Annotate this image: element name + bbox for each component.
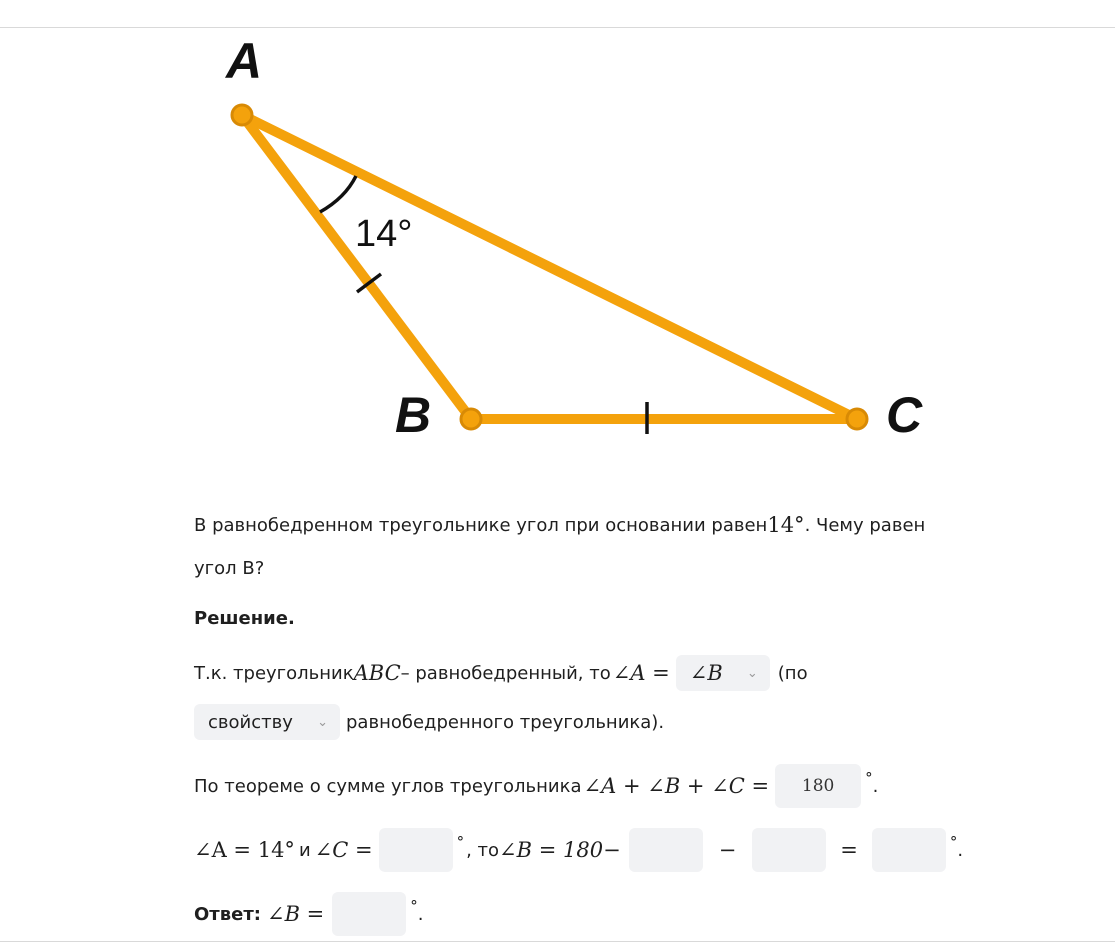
solution-heading xyxy=(194,608,295,629)
degree-symbol: ° xyxy=(949,833,958,851)
angle-label: 14° xyxy=(355,213,413,255)
triangle-figure xyxy=(0,0,1115,470)
subtrahend-input-1[interactable] xyxy=(629,828,703,872)
solution-step-4 xyxy=(194,828,963,872)
side-ac xyxy=(242,115,857,419)
vertex-b-label: B xyxy=(395,387,432,443)
vertex-a-label: A xyxy=(226,33,263,89)
step1-text-c: (по xyxy=(777,662,808,684)
angle-select-value: ∠B xyxy=(689,661,723,685)
side-ab xyxy=(242,115,471,419)
triangle-sides xyxy=(242,115,857,419)
angle-sum-input[interactable]: 180 xyxy=(775,764,861,808)
answer-label: Ответ: xyxy=(194,903,261,925)
step1-text-a: Т.к. треугольник xyxy=(194,662,354,684)
step4-angle-a: ∠A = 14° xyxy=(194,838,295,862)
solution-heading-text: Решение. xyxy=(194,608,295,629)
period: . xyxy=(957,839,964,861)
step4-angle-c: ∠C = xyxy=(314,838,373,862)
property-select-value: свойству xyxy=(208,711,293,733)
solution-step-1 xyxy=(194,655,808,691)
result-input[interactable] xyxy=(872,828,946,872)
subtrahend-input-2[interactable] xyxy=(752,828,826,872)
equals-sign: = xyxy=(840,838,858,862)
step4-then: , то xyxy=(466,839,500,861)
answer-line xyxy=(194,892,424,936)
chevron-down-icon: ⌄ xyxy=(317,714,328,730)
problem-line-1 xyxy=(194,513,925,537)
step1-text-b: – равнобедренный, то xyxy=(400,662,611,684)
problem-text-b: . Чему равен xyxy=(804,514,926,536)
vertex-b-dot xyxy=(461,409,481,429)
property-select[interactable] xyxy=(194,704,340,740)
step4-and: и xyxy=(298,839,311,861)
angle-arc xyxy=(320,176,356,212)
step3-equation: ∠A + ∠B + ∠C = xyxy=(583,774,770,798)
step1-triangle-name: ABC xyxy=(353,661,401,685)
bottom-divider xyxy=(0,941,1115,942)
step1-angle-a: ∠A = xyxy=(612,661,670,685)
problem-text-a: В равнобедренном треугольнике угол при основании равен xyxy=(194,514,768,536)
problem-question: угол В? xyxy=(194,558,265,579)
angle-c-input[interactable] xyxy=(379,828,453,872)
period: . xyxy=(417,903,424,925)
vertex-a-dot xyxy=(232,105,252,125)
vertex-c-label: C xyxy=(886,387,923,443)
problem-line-2 xyxy=(194,558,264,579)
degree-symbol: ° xyxy=(865,769,873,787)
answer-angle-b: ∠B = xyxy=(266,902,325,926)
step4-angle-b: ∠B = 180− xyxy=(499,838,621,862)
step2-text: равнобедренного треугольника). xyxy=(346,711,665,733)
degree-symbol: ° xyxy=(410,897,418,915)
problem-angle-value: 14° xyxy=(767,513,805,537)
chevron-down-icon: ⌄ xyxy=(746,665,758,681)
period: . xyxy=(872,775,879,797)
step3-text: По теореме о сумме углов треугольника xyxy=(194,775,582,797)
angle-select[interactable] xyxy=(676,655,770,691)
vertex-c-dot xyxy=(847,409,867,429)
solution-step-2 xyxy=(194,704,664,740)
solution-step-3 xyxy=(194,764,878,808)
minus-sign: − xyxy=(718,838,737,862)
degree-symbol: ° xyxy=(456,833,465,851)
answer-input[interactable] xyxy=(332,892,406,936)
